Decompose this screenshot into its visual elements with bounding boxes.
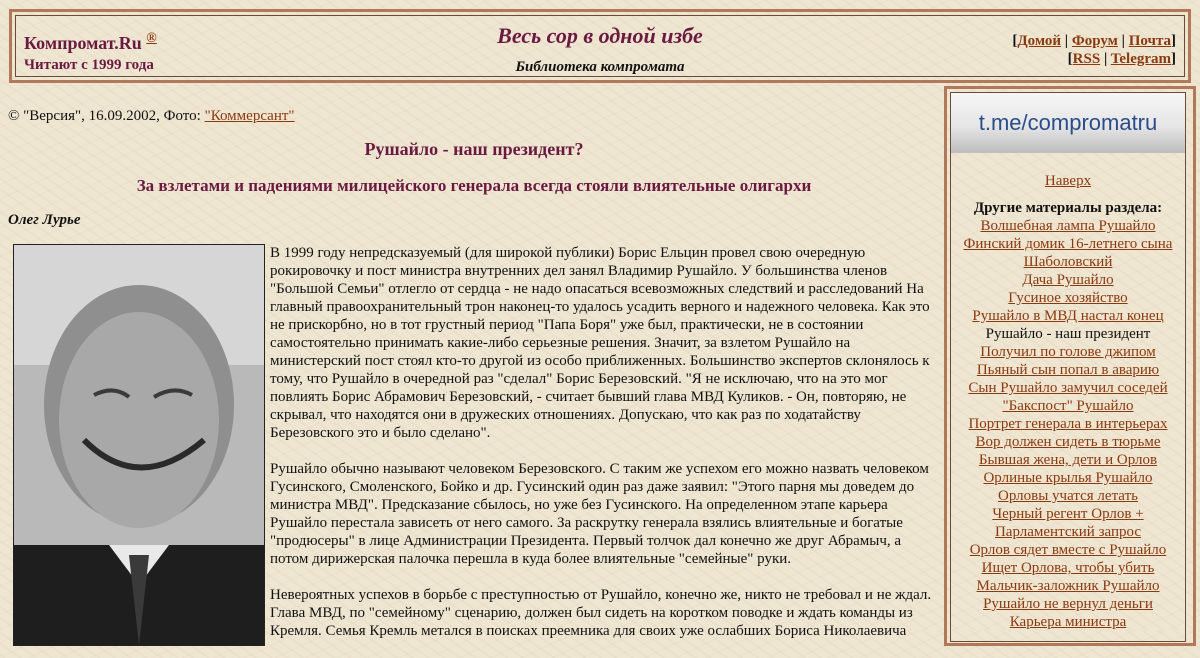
related-materials-heading: Другие материалы раздела: [973,200,1163,216]
site-header [9,9,1191,83]
sidebar-item-link[interactable]: "Бакспост" Рушайло [1002,398,1134,414]
sidebar-item-link[interactable]: Рушайло не вернул деньги [983,596,1153,612]
source-text: © "Версия", 16.09.2002, Фото: [8,108,201,124]
sidebar-item-current: Рушайло - наш президент [985,326,1151,342]
sidebar-item-link[interactable]: Вор должен сидеть в тюрьме [975,434,1161,450]
brand-tagline: Читают с 1999 года [24,57,154,73]
sidebar-item-link[interactable]: Финский домик 16-летнего сына [963,236,1173,252]
related-materials-list [951,217,1185,631]
sidebar-item-link[interactable]: Портрет генерала в интерьерах [968,416,1168,432]
forum-link[interactable]: Форум [1071,33,1118,49]
sidebar-item-link[interactable]: Орлиные крылья Рушайло [983,470,1153,486]
sidebar-item-link[interactable]: Сын Рушайло замучил соседей [968,380,1168,396]
site-subtitle: Библиотека компромата [515,59,685,75]
article-source [8,108,940,125]
article-paragraph: В 1999 году непредсказуемый (для широкой публики) Борис Ельцин провел свою очередную рокировочку и пост министра внутренних дел занял Владимир Рушайло. У большинства членов "Большой Семьи" отлегло от сердца - не надо опасаться всевозможных следствий и расследований На главный правоохранительный трон наконец-то удалось усадить верного и надежного человека. Как это не прискорбно, но в тот грустный период "Папа Боря" уже был, практически, не в состоянии самостоятельно принимать какие-либо серьезные решения. Значит, за взлетом Рушайло на министерский пост стоял кто-то другой из особо приближенных. Большинство экспертов склонялось к тому, что Рушайло в очередной раз "сделал" Борис Березовский. "Я не исключаю, что на это мог повлиять Борис Абрамович Березовский, - считает бывший глава МВД Куликов. - Он, повторяю, не скрывал, что находятся они в дружеских отношениях. Допускаю, что как раз по ходатайству Березовского это и было сделано". [270,245,930,441]
mail-link[interactable]: Почта [1128,33,1171,49]
article-paragraph: Рушайло обычно называют человеком Березовского. С таким же успехом его можно назвать человеком Гусинского, Смоленского, Бойко и др. Гусинский один раз даже заявил: "Этого парня мы доведем до министра МВД". Предсказание сбылось, но уже без Гусинского. На определенном этапе карьера Рушайло перестала зависеть от него самого. За раскрутку генерала взялись влиятельные и богатые "продюсеры" в лице Администрации Президента. Первый толчок дал конечно же друг Абрамыч, а потом дирижерская палочка перешла в куда более влиятельные "семейные" руки. [270,461,929,567]
sidebar-item-link[interactable]: Бывшая жена, дети и Орлов [978,452,1158,468]
sidebar-item-link[interactable]: Орловы учатся летать [998,488,1138,504]
sidebar-item-link[interactable]: Пьяный сын попал в аварию [976,362,1160,378]
sidebar-item-link[interactable]: Дача Рушайло [1022,272,1114,288]
article-subtitle: За взлетами и падениями милицейского генерала всегда стояли влиятельные олигархи [136,176,812,195]
sidebar-item-link[interactable]: Гусиное хозяйство [1008,290,1128,306]
article-body [270,244,942,658]
rss-link[interactable]: RSS [1072,51,1101,67]
sidebar-item-link[interactable]: Мальчик-заложник Рушайло [976,578,1160,594]
sidebar-item-link[interactable]: Рушайло в МВД настал конец [972,308,1164,324]
article-paragraph: Невероятных успехов в борьбе с преступностью от Рушайло, конечно же, никто не требовал и не ждал. Глава МВД, по "семейному" сценарию, должен был сидеть на коротком поводке и ждать команды из Кремля. Семья Кремль метался в поисках преемника для своих уже ослабших Бориса Николаевича [270,587,932,639]
telegram-banner[interactable]: t.me/compromatru [951,93,1185,153]
top-navigation: [Домой | Форум | Почта] [RSS | Telegram] [1012,33,1176,67]
portrait-photo-image [14,245,264,645]
sidebar-item-link[interactable]: Парламентский запрос [994,524,1142,540]
sidebar-item-link[interactable]: Получил по голове джипом [980,344,1156,360]
photo-source-link[interactable]: "Коммерсант" [204,108,295,124]
registered-mark[interactable]: ® [146,31,157,46]
related-materials [951,172,1185,631]
sidebar-item-link[interactable]: Орлов сядет вместе с Рушайло [969,542,1167,558]
article-author: Олег Лурье [8,212,81,228]
back-to-top-link[interactable]: Наверх [1044,173,1092,189]
article-title: Рушайло - наш президент? [364,139,584,159]
article-main [8,108,940,639]
home-link[interactable]: Домой [1017,33,1062,49]
sidebar-item-link[interactable]: Карьера министра [1009,614,1127,630]
sidebar-item-link[interactable]: Черный регент Орлов + [992,506,1144,522]
telegram-link[interactable]: Telegram [1110,51,1171,67]
article-photo [13,244,265,646]
sidebar-item-link[interactable]: Ищет Орлова, чтобы убить [981,560,1155,576]
sidebar-item-link[interactable]: Волшебная лампа Рушайло [980,218,1156,234]
header-inner-frame [15,15,1185,77]
brand-title[interactable]: Компромат.Ru [24,33,142,53]
site-slogan: Весь сор в одной избе [497,23,703,48]
sidebar-item-link[interactable]: Шаболовский [1023,254,1113,270]
